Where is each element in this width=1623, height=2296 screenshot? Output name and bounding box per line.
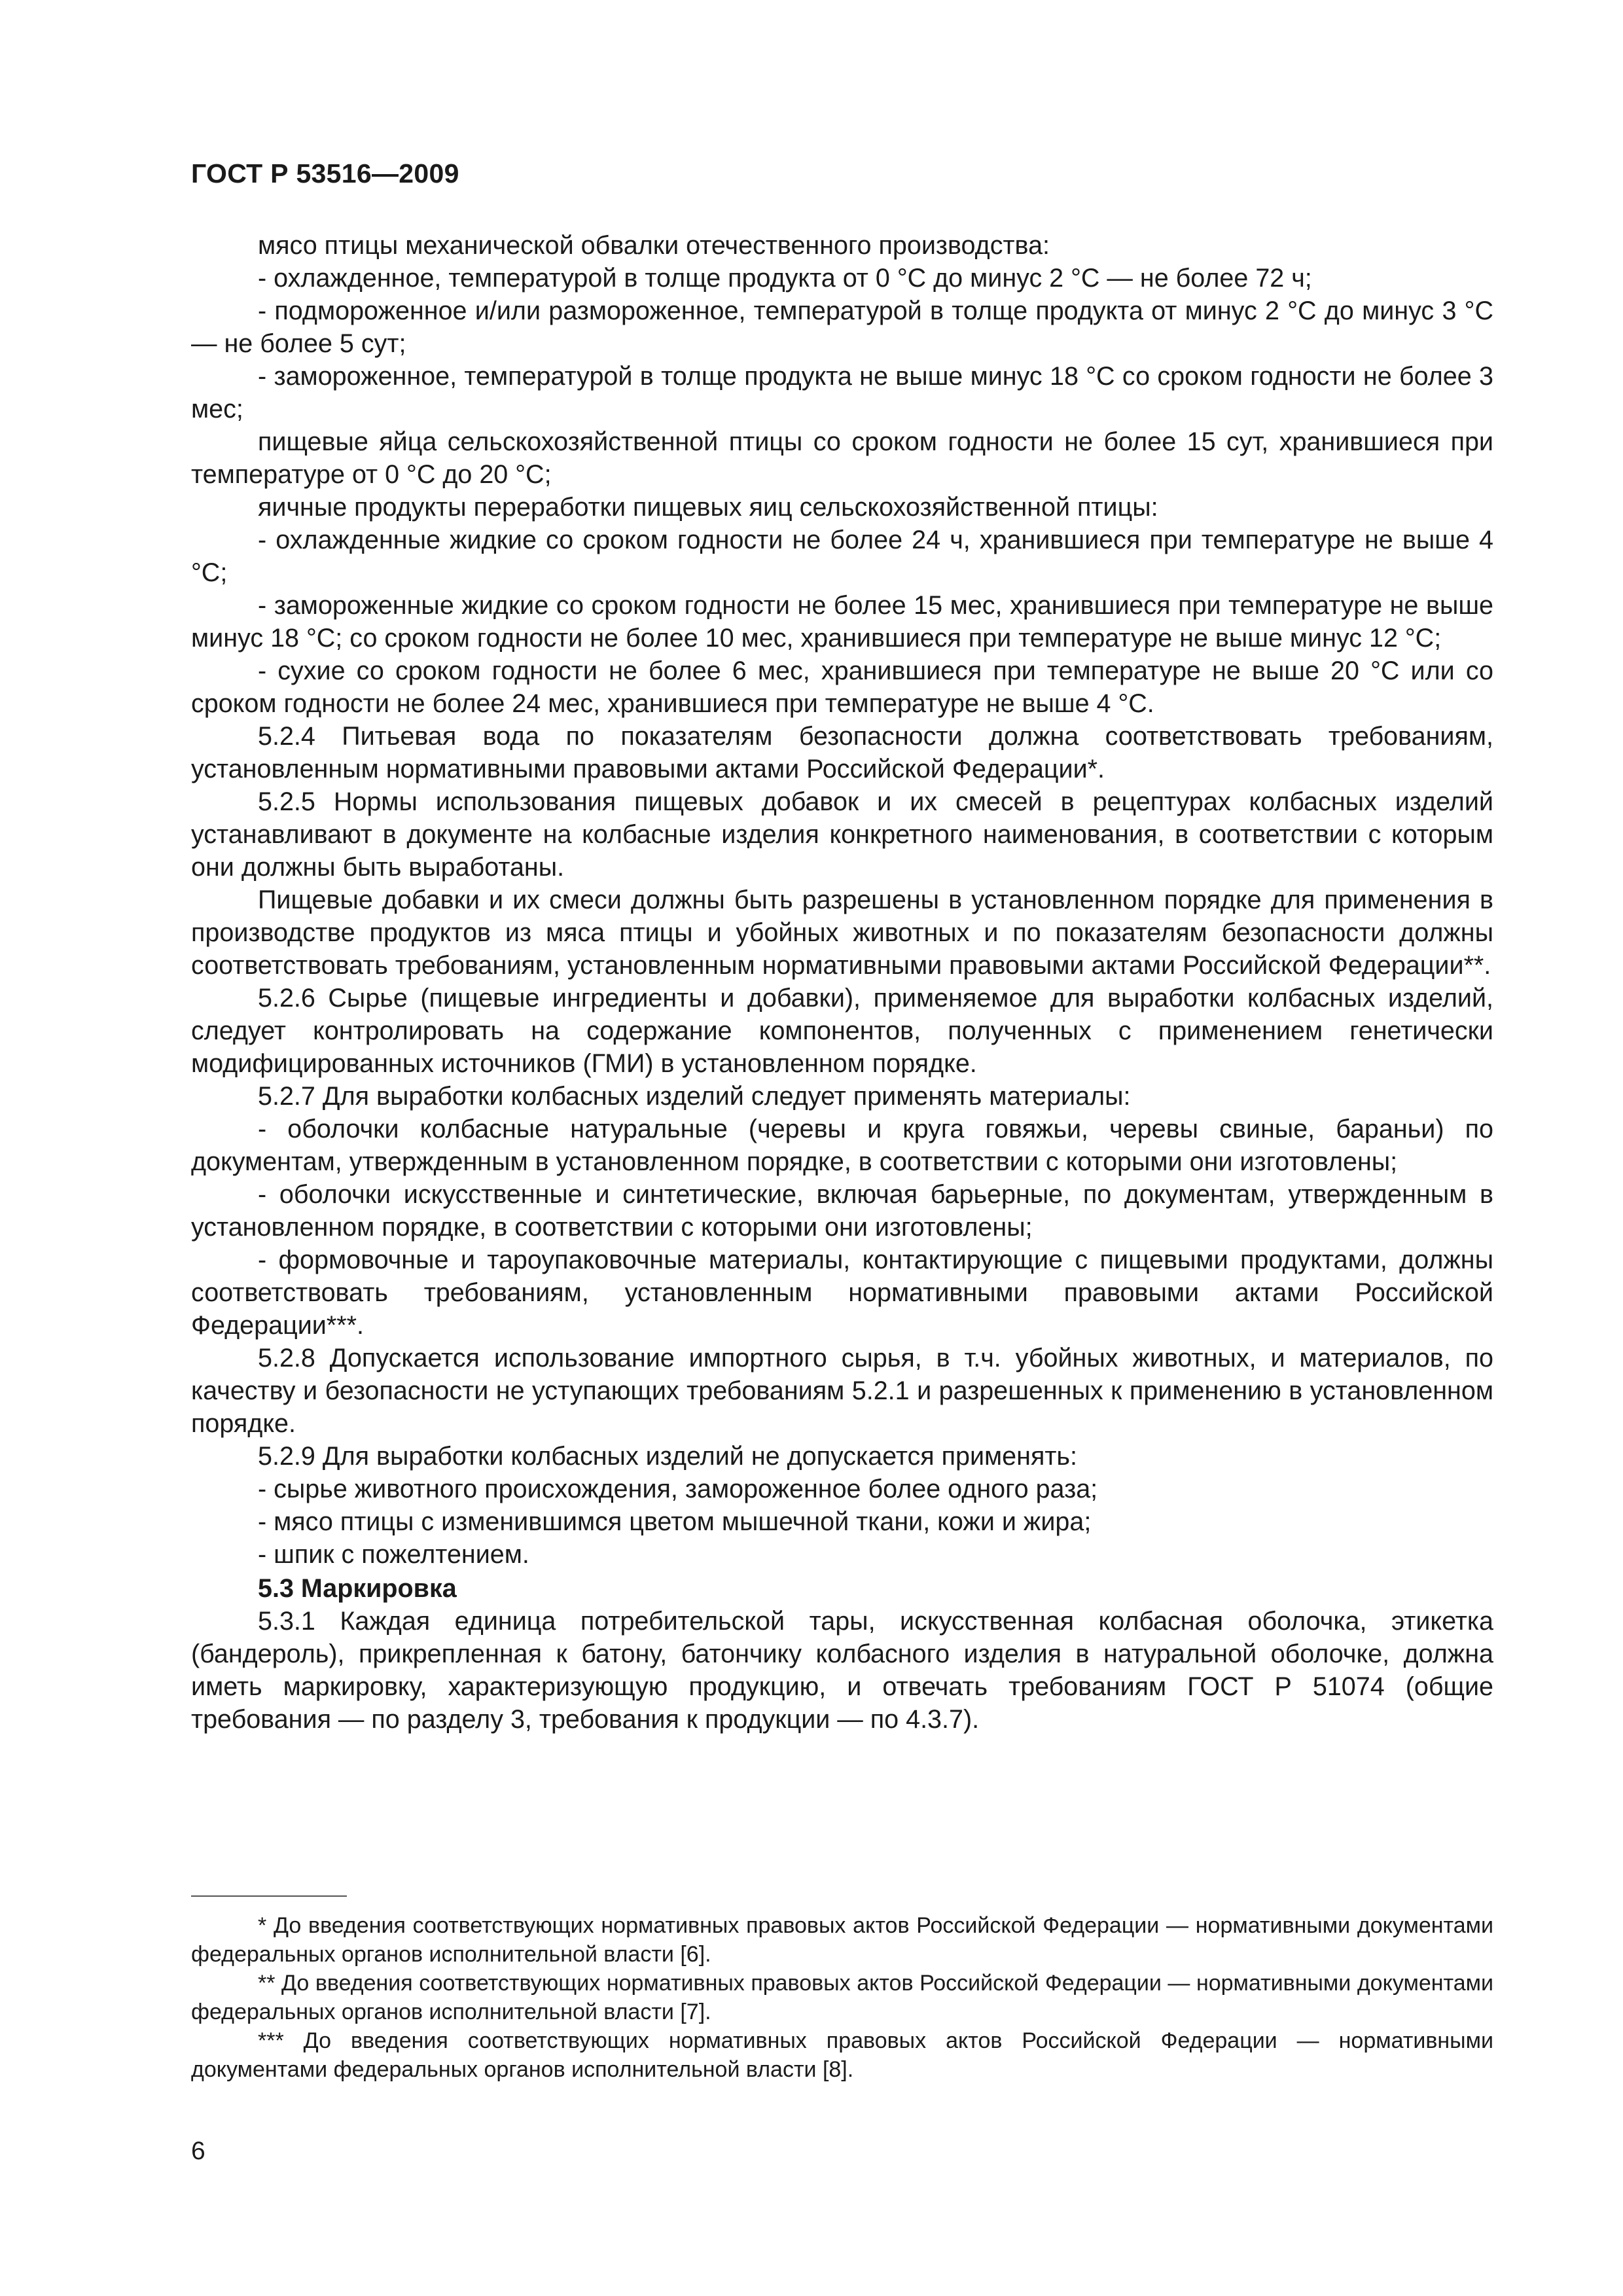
paragraph: 5.2.8 Допускается использование импортного сырья, в т.ч. убойных животных, и материалов, по качеству и безопасности не уступающих требованиям 5.2.1 и разрешенных к применению в установленном порядке.: [191, 1344, 1493, 1438]
paragraph: - формовочные и тароупаковочные материалы, контактирующие с пищевыми продуктами, должны соответствовать требованиям, установленным нормативными правовыми актами Российской Федерации***.: [191, 1246, 1493, 1340]
paragraph: 5.2.4 Питьевая вода по показателям безопасности должна соответствовать требованиям, установленным нормативными правовыми актами Российской Федерации*.: [191, 722, 1493, 783]
paragraph: - сухие со сроком годности не более 6 мес, хранившиеся при температуре не выше 20 °С или со сроком годности не более 24 мес, хранившиеся при температуре не выше 4 °С.: [191, 656, 1493, 718]
paragraph: - охлажденное, температурой в толще продукта от 0 °С до минус 2 °С — не более 72 ч;: [258, 264, 1312, 293]
paragraph: - замороженные жидкие со сроком годности не более 15 мес, хранившиеся при температуре не выше минус 18 °С; со сроком годности не более 10 мес, хранившиеся при температуре не выше минус 12 °С;: [191, 591, 1493, 653]
paragraph: яичные продукты переработки пищевых яиц сельскохозяйственной птицы:: [258, 493, 1158, 522]
paragraph: - охлажденные жидкие со сроком годности не более 24 ч, хранившиеся при температуре не выше 4 °С;: [191, 526, 1493, 587]
paragraph: - шпик с пожелтением.: [258, 1540, 529, 1569]
paragraph: Пищевые добавки и их смеси должны быть разрешены в установленном порядке для применения в производстве продуктов из мяса птицы и убойных животных и по показателям безопасности должны соответствовать требованиям, установленным нормативными правовыми актами Российской Федерации**.: [191, 886, 1493, 980]
paragraph: - оболочки колбасные натуральные (черевы и круга говяжьи, черевы свиные, бараньи) по документам, утвержденным в установленном порядке, в соответствии с которыми они изготовлены;: [191, 1115, 1493, 1176]
paragraph: - замороженное, температурой в толще продукта не выше минус 18 °С со сроком годности не более 3 мес;: [191, 362, 1493, 423]
document-header: ГОСТ Р 53516—2009: [191, 158, 459, 188]
paragraph: - подмороженное и/или размороженное, температурой в толще продукта от минус 2 °С до минус 3 °С — не более 5 сут;: [191, 296, 1493, 358]
footnote: *** До введения соответствующих нормативных правовых актов Российской Федерации — нормативными документами федеральных органов исполнительной власти [8].: [191, 2028, 1493, 2082]
footnote-divider: [191, 1895, 347, 1897]
main-text: [191, 229, 1493, 1736]
paragraph: 5.2.9 Для выработки колбасных изделий не допускается применять:: [258, 1442, 1077, 1471]
paragraph: 5.2.6 Сырье (пищевые ингредиенты и добавки), применяемое для выработки колбасных изделий, следует контролировать на содержание компонентов, полученных с применением генетически модифицированных источников (ГМИ) в установленном порядке.: [191, 984, 1493, 1078]
paragraph: 5.3.1 Каждая единица потребительской тары, искусственная колбасная оболочка, этикетка (бандероль), прикрепленная к батону, батончику колбасного изделия в натуральной оболочке, должна иметь маркировку, характеризующую продукцию, и отвечать требованиям ГОСТ Р 51074 (общие требования — по разделу 3, требования к продукции — по 4.3.7).: [191, 1607, 1493, 1734]
paragraph: мясо птицы механической обвалки отечественного производства:: [258, 231, 1050, 260]
paragraph: - оболочки искусственные и синтетические, включая барьерные, по документам, утвержденным в установленном порядке, в соответствии с которыми они изготовлены;: [191, 1180, 1493, 1242]
footnote: ** До введения соответствующих нормативных правовых актов Российской Федерации — нормативными документами федеральных органов исполнительной власти [7].: [191, 1971, 1493, 2024]
footnote: * До введения соответствующих нормативных правовых актов Российской Федерации — нормативными документами федеральных органов исполнительной власти [6].: [191, 1913, 1493, 1967]
page-number: 6: [191, 2137, 205, 2165]
footnotes: [191, 1911, 1493, 2084]
paragraph: 5.2.5 Нормы использования пищевых добавок и их смесей в рецептурах колбасных изделий устанавливают в документе на колбасные изделия конкретного наименования, в соответствии с которым они должны быть выработаны.: [191, 787, 1493, 882]
paragraph: пищевые яйца сельскохозяйственной птицы со сроком годности не более 15 сут, хранившиеся при температуре от 0 °С до 20 °С;: [191, 427, 1493, 489]
paragraph: - мясо птицы с изменившимся цветом мышечной ткани, кожи и жира;: [258, 1507, 1092, 1536]
paragraph: - сырье животного происхождения, замороженное более одного раза;: [258, 1475, 1098, 1503]
section-heading: 5.3 Маркировка: [258, 1574, 457, 1603]
paragraph: 5.2.7 Для выработки колбасных изделий следует применять материалы:: [258, 1082, 1131, 1111]
